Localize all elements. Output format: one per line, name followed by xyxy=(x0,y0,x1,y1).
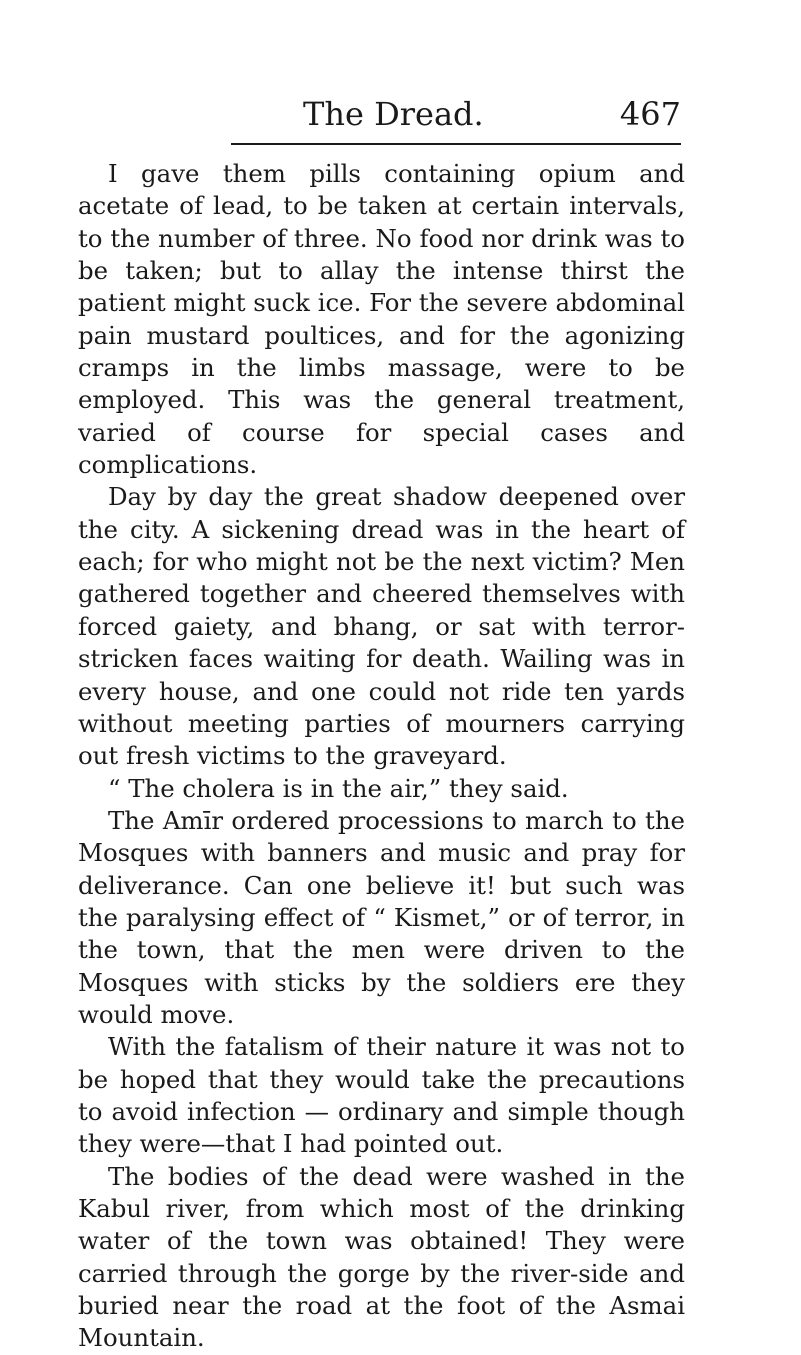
running-head xyxy=(90,92,681,136)
paragraph-quote: “ The cholera is in the air,” they said. xyxy=(108,773,569,803)
paragraph-fatalism: With the fatalism of their nature it was not to be hoped that they would take the precautions to avoid infection — ordinary and simple though they were—that I had pointed out. xyxy=(78,1032,685,1159)
header-rule xyxy=(231,143,681,145)
paragraph-processions: The Amīr ordered processions to march to the Mosques with banners and music and pray for deliverance. Can one believe it! but such was the paralysing effect of “ Kismet,” or of terror, in the town, that the men were driven to the Mosques with sticks by the soldiers ere they would move. xyxy=(78,805,685,1029)
paragraph-treatment: I gave them pills containing opium and acetate of lead, to be taken at certain intervals, to the number of three. No food nor drink was to be taken; but to allay the intense thirst the patient might suck ice. For the severe abdominal pain mustard poultices, and for the agonizing cramps in the limbs massage, were to be employed. This was the general treatment, varied of course for special cases and complications. xyxy=(78,159,685,480)
paragraph-kabul-river: The bodies of the dead were washed in the Kabul river, from which most of the drinking water of the town was obtained! They were carried through the gorge by the river-side and buried near the road at the foot of the Asmai Mountain. xyxy=(78,1161,685,1353)
paragraph-dread: Day by day the great shadow deepened over the city. A sickening dread was in the heart of each; for who might not be the next victim? Men gathered together and cheered themselves with forced gaiety, and bhang, or sat with terror-stricken faces waiting for death. Wailing was in every house, and one could not ride ten yards without meeting parties of mourners carrying out fresh victims to the graveyard. xyxy=(78,482,685,771)
body-text xyxy=(78,158,685,1355)
page-number: 467 xyxy=(619,95,681,133)
running-title: The Dread. xyxy=(303,95,484,133)
